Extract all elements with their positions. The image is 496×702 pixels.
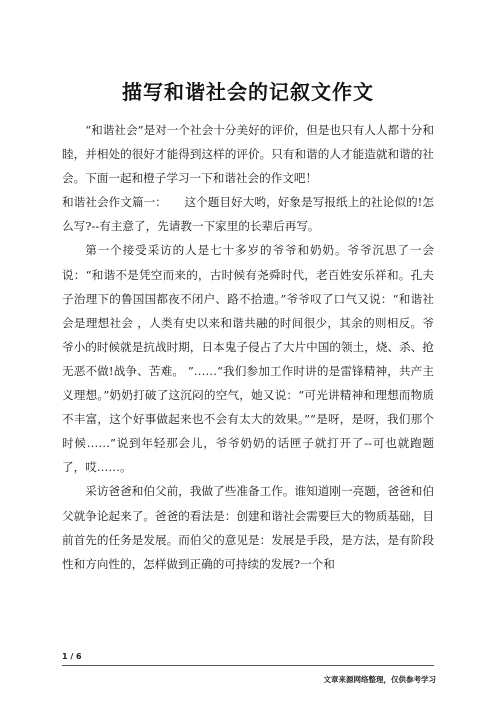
intro-paragraph: “和谐社会”是对一个社会十分美好的评价，但是也只有人人都十分和睦，并相处的很好才能得到这样的评价。只有和谐的人才能造就和谐的社会。下面一起和橙子学习一下和谐社会的作文吧！ (62, 123, 434, 186)
grandparents-paragraph: 第一个接受采访的人是七十多岁的爷爷和奶奶。爷爷沉思了一会说：“和谐不是凭空而来的，古时候有尧舜时代，老百姓安乐祥和。孔夫子治理下的鲁国国都夜不闭户、路不拾遗。”爷爷叹了口气又说：“和谐社会是理想社会 ，人类有史以来和谐共融的时间很少，其余的则相反。爷爷小的时候就是抗战时期，日本鬼子侵占了大片中国的领土，烧、杀、抢无恶不做!战争、苦难。 ”……“我们参加工作时讲的是雷锋精神，共产主义理想。”奶奶打破了这沉闷的空气，她又说：“可光讲精神和理想而物质不丰富，这个好事做起来也不会有太大的效果。”“是呀，是呀，我们那个时候……”说到年轻那会儿，爷爷奶奶的话匣子就打开了--可也就跑题了，哎……。 (62, 243, 434, 475)
footer-divider (62, 665, 434, 666)
essay-one-heading-paragraph: 和谐社会作文篇一： 这个题目好大哟，好象是写报纸上的社论似的!怎么写?--有主意了，先请教一下家里的长辈后再写。 (62, 195, 434, 234)
father-uncle-paragraph: 采访爸爸和伯父前，我做了些准备工作。谁知道刚一亮题，爸爸和伯父就争论起来了。爸爸的看法是：创建和谐社会需要巨大的物质基础，目前首先的任务是发展。而伯父的意见是：发展是手段，是方法，是有阶段性和方向性的，怎样做到正确的可持续的发展?一个和 (62, 484, 434, 571)
document-body (62, 118, 434, 576)
page-number: 1 / 6 (62, 652, 82, 661)
source-note: 文章来源网络整理，仅供参考学习 (323, 675, 436, 684)
document-title: 描写和谐社会的记叙文作文 (122, 80, 374, 104)
